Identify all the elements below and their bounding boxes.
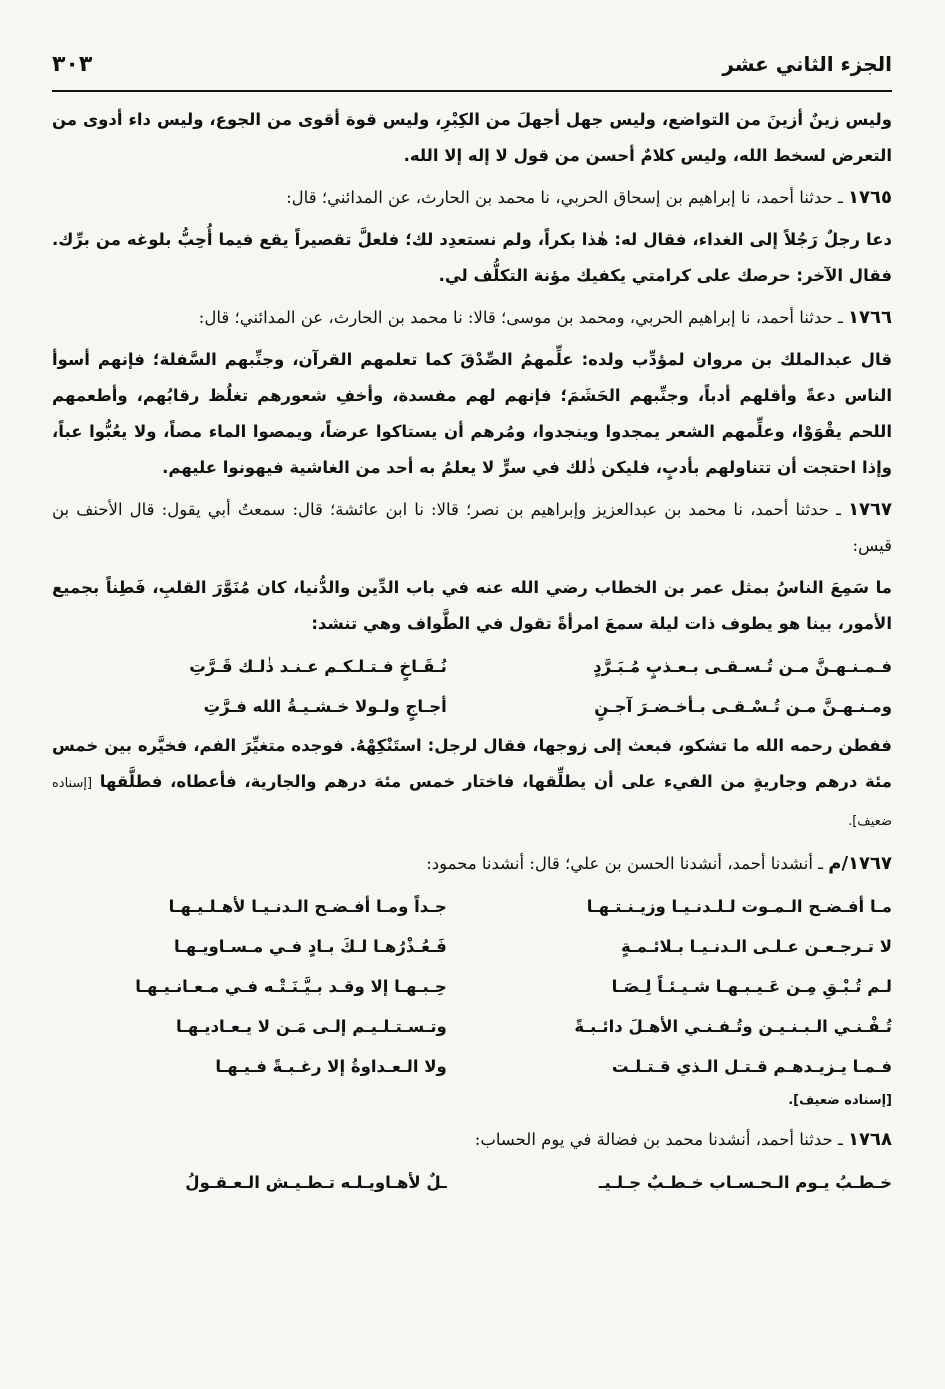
page-header bbox=[52, 38, 892, 92]
intro-paragraph: وليس زينٌ أزينَ من التواضع، وليس جهل أجهلَ من الكِبْرِ، وليس قوة أقوى من الجوع، وليس داء أدوى من التعرض لسخط الله، وليس كلامٌ أحسن من قول لا إله إلا الله. bbox=[52, 110, 892, 165]
hadith-1767-text: ما سَمِعَ الناسُ بمثل عمر بن الخطاب رضي الله عنه في باب الدِّين والدُّنيا، كان مُنَوَّرَ القلبِ، فَطِناً بجميع الأمور، بينا هو يطوف ذات ليلة سمعَ امرأةً تقول في الطَّواف وهي تنشد: bbox=[52, 578, 892, 633]
hadith-number: ١٧٦٥ bbox=[848, 187, 892, 208]
isnad-text: ـ أنشدنا أحمد، أنشدنا الحسن بن علي؛ قال: أنشدنا محمود: bbox=[426, 854, 824, 873]
verse-first-hemistich: مـا أفـضـح الـمـوت لـلـدنـيـا وزيـنـتـهـا bbox=[586, 897, 892, 916]
hadith-1765-text: دعا رجلٌ رَجُلاً إلى الغداء، فقال له: هٰذا بكراً، ولم نستعدِد لك؛ فلعلَّ تقصيراً يقع فيما أُحِبُّ بلوغه من برِّك. فقال الآخر: حرصك على كرامتي يكفيك مؤنة التكلُّف لي. bbox=[52, 230, 892, 285]
verse-second-hemistich: حِـبـهـا إلا وقـد بـيَّـنَـتْـه فـي مـعـانـيـهـا bbox=[135, 977, 447, 996]
hadith-1766-text: قال عبدالملك بن مروان لمؤدِّب ولده: علِّمهمُ الصِّدْقَ كما تعلمهم القرآن، وجنِّبهم السَّفلة؛ فإنهم أسوأ الناس دعةً وأقلهم أدباً، وجنِّبهم الحَشَمَ؛ فإنهم لهم مفسدة، وأخفِ شعورهم تغلُظ رقابُهم، وأطعمهم اللحم يقْوَوْا، وعلِّمهم الشعر يمجدوا وينجدوا، ومُرهم أن يستاكوا عرضاً، ويمصوا الماء مصاً، ولا يعُبُّوا عباً، وإذا احتجت أن تتناولهم بأدبٍ، فليكن ذٰلك في سرٍّ لا يعلمُ به أحد من الغاشية فيهونوا عليهم. bbox=[52, 350, 892, 477]
verse-first-hemistich: خـطـبُ يـوم الـحـسـاب خـطـبٌ جـلـيـ bbox=[598, 1173, 892, 1192]
after-text: ففطن رحمه الله ما تشكو، فبعث إلى زوجها، فقال لرجل: استَنْكِهْهُ. فوجده متغيِّرَ الفم، فخيَّره بين خمس مئة درهم وجاريةٍ من الفيء على أن يطلِّقها، فاختار خمس مئة درهم والجارية، فأعطاه، فطلَّقها bbox=[52, 736, 892, 791]
hadith-number: ١٧٦٧/م bbox=[828, 853, 892, 874]
verse-second-hemistich: ـلٌ لأهـاويـلـه تـطـيـش الـعـقـولُ bbox=[185, 1173, 447, 1192]
hadith-1767m-isnad bbox=[52, 846, 892, 882]
verse-line bbox=[52, 928, 892, 966]
isnad-text: ـ حدثنا أحمد، نا إبراهيم الحربي، ومحمد بن موسى؛ قالا: نا محمد بن الحارث، عن المدائني؛ قال: bbox=[198, 308, 843, 327]
hadith-1767-isnad bbox=[52, 492, 892, 564]
hadith-1765-isnad bbox=[52, 180, 892, 216]
verse-first-hemistich: فـمـنـهـنَّ مـن تُـسـقـى بـعـذبٍ مُـبَـرَّدٍ bbox=[593, 657, 892, 676]
book-page bbox=[52, 38, 892, 1368]
hadith-number: ١٧٦٦ bbox=[848, 307, 892, 328]
verse-first-hemistich: ومـنـهـنَّ مـن تُـسْـقـى بـأخـضـرَ آجـنٍ bbox=[594, 697, 892, 716]
verse-second-hemistich: وتـسـتـلـيـم إلـى مَـن لا يـعـاديـهـا bbox=[176, 1017, 447, 1036]
verse-line bbox=[52, 968, 892, 1006]
verse-second-hemistich: ولا الـعـداوةُ إلا رغـبـةً فـيـهـا bbox=[215, 1057, 447, 1076]
verse-line bbox=[52, 1048, 892, 1086]
grading-note: [إسناده ضعيف]. bbox=[52, 776, 892, 829]
verse-line bbox=[52, 1164, 892, 1202]
verse-line bbox=[52, 1008, 892, 1046]
verse-second-hemistich: جـداً ومـا أفـضـح الـدنـيـا لأهـلـيـهـا bbox=[168, 897, 447, 916]
verse-first-hemistich: تُـفْـنـي الـبـنـيـن وتُـفـنـي الأهـلَ دائـبـةً bbox=[574, 1017, 892, 1036]
isnad-text: ـ حدثنا أحمد، أنشدنا محمد بن فضالة في يوم الحساب: bbox=[474, 1130, 843, 1149]
page-number: ٣٠٣ bbox=[52, 51, 93, 77]
verse-first-hemistich: لا تـرجـعـن عـلـى الـدنـيـا بـلائـمـةٍ bbox=[620, 937, 892, 956]
verse-second-hemistich: نُـقَـاخٍ فـتـلـكـم عـنـد ذٰلـك قَـرَّتِ bbox=[189, 657, 447, 676]
hadith-1768-isnad bbox=[52, 1122, 892, 1158]
isnad-text: ـ حدثنا أحمد، نا محمد بن عبدالعزيز وإبراهيم بن نصر؛ قالا: نا ابن عائشة؛ قال: سمعتُ أبي يقول: قال الأحنف بن قيس: bbox=[52, 500, 892, 555]
page-content bbox=[52, 92, 892, 1202]
hadith-1767-after bbox=[52, 728, 892, 840]
verse-first-hemistich: لـم تُـبْـقِ مِـن عَـيـبـهـا شـيـئـاً لِـصَـا bbox=[611, 977, 892, 996]
verse-first-hemistich: فـمـا يـزيـدهـم قـتـل الـذي قـتـلـت bbox=[611, 1057, 892, 1076]
verse-line bbox=[52, 688, 892, 726]
isnad-text: ـ حدثنا أحمد، نا إبراهيم بن إسحاق الحربي، نا محمد بن الحارث، عن المدائني؛ قال: bbox=[286, 188, 843, 207]
grading-note: [إسناده ضعيف]. bbox=[788, 1093, 892, 1108]
verse-second-hemistich: فَـعُـذْرُهـا لـكَ بـادٍ فـي مـسـاويـهـا bbox=[173, 937, 447, 956]
hadith-number: ١٧٦٨ bbox=[848, 1129, 892, 1150]
verse-line bbox=[52, 648, 892, 686]
verse-second-hemistich: أجـاجٍ ولـولا خـشـيـةُ الله فـرَّتِ bbox=[203, 697, 447, 716]
hadith-number: ١٧٦٧ bbox=[848, 499, 892, 520]
running-title: الجزء الثاني عشر bbox=[722, 52, 892, 76]
hadith-1766-isnad bbox=[52, 300, 892, 336]
verse-line bbox=[52, 888, 892, 926]
